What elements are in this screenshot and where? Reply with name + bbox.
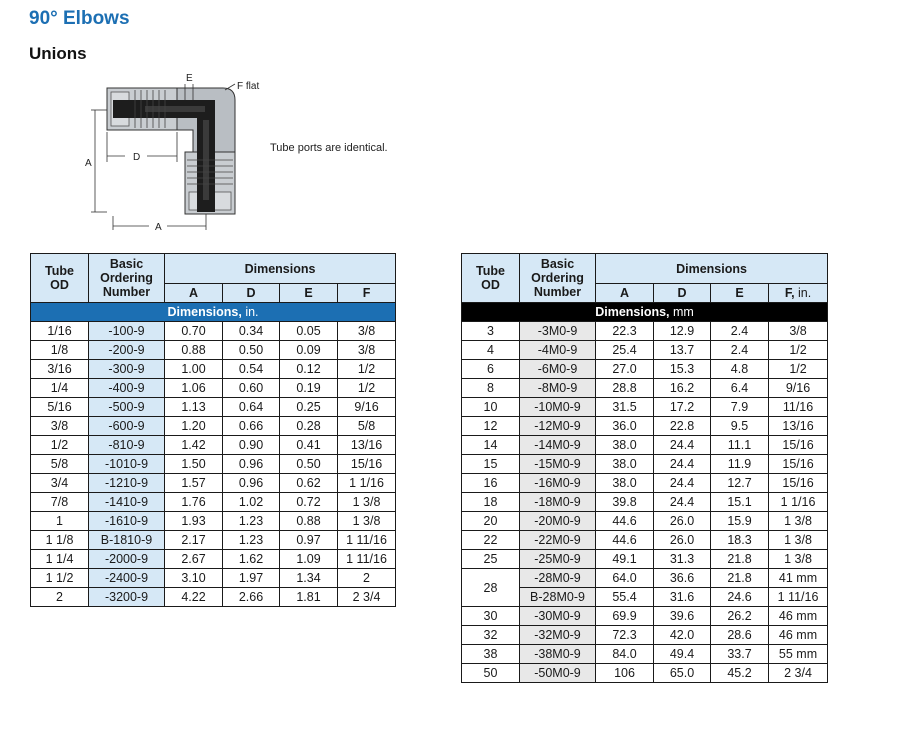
cell-a: 1.50 [165, 455, 223, 474]
cell-num: -50M0-9 [520, 664, 596, 683]
table-row [31, 550, 396, 569]
inch-dimensions-table [30, 253, 396, 607]
cell-num: -2400-9 [89, 569, 165, 588]
cell-a: 2.67 [165, 550, 223, 569]
table-row [462, 379, 828, 398]
units-band [462, 303, 828, 322]
cell-a: 72.3 [596, 626, 654, 645]
cell-od: 1/16 [31, 322, 89, 341]
cell-od: 5/16 [31, 398, 89, 417]
cell-f: 3/8 [338, 341, 396, 360]
cell-num: -500-9 [89, 398, 165, 417]
cell-e: 28.6 [711, 626, 769, 645]
cell-num: -4M0-9 [520, 341, 596, 360]
cell-f: 1 3/8 [769, 531, 828, 550]
cell-d: 24.4 [654, 493, 711, 512]
cell-num: -15M0-9 [520, 455, 596, 474]
table-row [31, 455, 396, 474]
cell-a: 27.0 [596, 360, 654, 379]
cell-od: 6 [462, 360, 520, 379]
cell-a: 25.4 [596, 341, 654, 360]
cell-d: 39.6 [654, 607, 711, 626]
cell-e: 0.28 [280, 417, 338, 436]
cell-a: 1.76 [165, 493, 223, 512]
col-header-dimensions: Dimensions [596, 254, 828, 284]
diagram-label-d: D [133, 152, 141, 163]
cell-d: 22.8 [654, 417, 711, 436]
cell-a: 49.1 [596, 550, 654, 569]
cell-d: 17.2 [654, 398, 711, 417]
cell-e: 0.72 [280, 493, 338, 512]
cell-e: 15.9 [711, 512, 769, 531]
cell-a: 1.13 [165, 398, 223, 417]
cell-od: 20 [462, 512, 520, 531]
cell-num: -3M0-9 [520, 322, 596, 341]
cell-od: 28 [462, 569, 520, 607]
cell-d: 1.23 [223, 512, 280, 531]
cell-od: 5/8 [31, 455, 89, 474]
cell-e: 12.7 [711, 474, 769, 493]
cell-od: 18 [462, 493, 520, 512]
cell-f: 15/16 [338, 455, 396, 474]
cell-e: 11.1 [711, 436, 769, 455]
cell-e: 33.7 [711, 645, 769, 664]
cell-e: 0.41 [280, 436, 338, 455]
cell-od: 3/4 [31, 474, 89, 493]
cell-d: 0.50 [223, 341, 280, 360]
col-header-dimensions: Dimensions [165, 254, 396, 284]
cell-d: 0.60 [223, 379, 280, 398]
cell-d: 1.97 [223, 569, 280, 588]
cell-d: 0.34 [223, 322, 280, 341]
cell-od: 15 [462, 455, 520, 474]
cell-a: 3.10 [165, 569, 223, 588]
cell-num: -12M0-9 [520, 417, 596, 436]
cell-a: 64.0 [596, 569, 654, 588]
table-row [462, 417, 828, 436]
table-row [462, 436, 828, 455]
cell-od: 3/16 [31, 360, 89, 379]
cell-f: 1/2 [769, 341, 828, 360]
table-row [31, 379, 396, 398]
cell-od: 16 [462, 474, 520, 493]
cell-e: 15.1 [711, 493, 769, 512]
cell-e: 2.4 [711, 341, 769, 360]
cell-a: 4.22 [165, 588, 223, 607]
table-row [462, 493, 828, 512]
cell-a: 22.3 [596, 322, 654, 341]
diagram-label-e: E [186, 73, 193, 84]
mm-dimensions-table [461, 253, 828, 683]
cell-f: 1 3/8 [338, 493, 396, 512]
cell-f: 1/2 [769, 360, 828, 379]
cell-f: 2 [338, 569, 396, 588]
table-row [31, 588, 396, 607]
cell-f: 1 11/16 [338, 550, 396, 569]
table-row [31, 436, 396, 455]
cell-od: 32 [462, 626, 520, 645]
col-header-f-unit: in. [798, 286, 812, 300]
cell-a: 2.17 [165, 531, 223, 550]
cell-a: 0.88 [165, 341, 223, 360]
cell-num: -38M0-9 [520, 645, 596, 664]
cell-f: 3/8 [769, 322, 828, 341]
cell-d: 31.3 [654, 550, 711, 569]
cell-e: 26.2 [711, 607, 769, 626]
cell-f: 3/8 [338, 322, 396, 341]
cell-od: 1/4 [31, 379, 89, 398]
cell-e: 24.6 [711, 588, 769, 607]
cell-od: 1 [31, 512, 89, 531]
cell-d: 0.96 [223, 474, 280, 493]
cell-f: 9/16 [769, 379, 828, 398]
cell-num: -300-9 [89, 360, 165, 379]
col-header-a: A [165, 284, 223, 303]
table-row [462, 341, 828, 360]
table-row [462, 322, 828, 341]
cell-a: 31.5 [596, 398, 654, 417]
col-header-ordering-number: Basic Ordering Number [520, 254, 596, 303]
cell-a: 39.8 [596, 493, 654, 512]
cell-f: 1 11/16 [769, 588, 828, 607]
cell-f: 41 mm [769, 569, 828, 588]
cell-f: 15/16 [769, 455, 828, 474]
col-header-e: E [280, 284, 338, 303]
cell-d: 15.3 [654, 360, 711, 379]
cell-e: 21.8 [711, 569, 769, 588]
cell-num: -8M0-9 [520, 379, 596, 398]
cell-num: -400-9 [89, 379, 165, 398]
cell-f: 11/16 [769, 398, 828, 417]
cell-d: 13.7 [654, 341, 711, 360]
cell-f: 5/8 [338, 417, 396, 436]
cell-f: 46 mm [769, 626, 828, 645]
cell-d: 2.66 [223, 588, 280, 607]
cell-f: 1 3/8 [769, 512, 828, 531]
diagram-label-f: F flat [237, 81, 260, 92]
cell-num: -1410-9 [89, 493, 165, 512]
cell-f: 1 1/16 [769, 493, 828, 512]
cell-num: -14M0-9 [520, 436, 596, 455]
table-row [462, 531, 828, 550]
cell-e: 45.2 [711, 664, 769, 683]
col-header-d: D [223, 284, 280, 303]
cell-f: 1 3/8 [769, 550, 828, 569]
cell-a: 36.0 [596, 417, 654, 436]
cell-a: 1.93 [165, 512, 223, 531]
cell-a: 1.20 [165, 417, 223, 436]
cell-od: 14 [462, 436, 520, 455]
cell-num: -32M0-9 [520, 626, 596, 645]
cell-num: -10M0-9 [520, 398, 596, 417]
cell-od: 1/2 [31, 436, 89, 455]
cell-f: 9/16 [338, 398, 396, 417]
cell-e: 0.88 [280, 512, 338, 531]
cell-e: 7.9 [711, 398, 769, 417]
cell-a: 84.0 [596, 645, 654, 664]
cell-d: 1.23 [223, 531, 280, 550]
cell-od: 1 1/4 [31, 550, 89, 569]
col-header-a: A [596, 284, 654, 303]
cell-e: 0.12 [280, 360, 338, 379]
cell-e: 0.05 [280, 322, 338, 341]
table-row [31, 360, 396, 379]
cell-e: 0.25 [280, 398, 338, 417]
units-band-unit: in. [245, 305, 259, 319]
table-row [462, 664, 828, 683]
cell-num: -20M0-9 [520, 512, 596, 531]
cell-d: 31.6 [654, 588, 711, 607]
cell-num: -1010-9 [89, 455, 165, 474]
table-row [462, 607, 828, 626]
cell-od: 3 [462, 322, 520, 341]
table-row [462, 569, 828, 588]
cell-e: 0.62 [280, 474, 338, 493]
cell-f: 1 1/16 [338, 474, 396, 493]
cell-a: 1.57 [165, 474, 223, 493]
cell-f: 13/16 [769, 417, 828, 436]
cell-num: -30M0-9 [520, 607, 596, 626]
cell-a: 1.00 [165, 360, 223, 379]
cell-e: 0.50 [280, 455, 338, 474]
table-row [31, 569, 396, 588]
cell-d: 0.90 [223, 436, 280, 455]
col-header-ordering-number: Basic Ordering Number [89, 254, 165, 303]
table-row [31, 493, 396, 512]
cell-od: 1 1/2 [31, 569, 89, 588]
cell-a: 38.0 [596, 474, 654, 493]
cell-od: 50 [462, 664, 520, 683]
cell-od: 22 [462, 531, 520, 550]
col-header-e: E [711, 284, 769, 303]
cell-num: -25M0-9 [520, 550, 596, 569]
units-band [31, 303, 396, 322]
tube-ports-note: Tube ports are identical. [270, 142, 388, 154]
cell-d: 16.2 [654, 379, 711, 398]
cell-e: 21.8 [711, 550, 769, 569]
cell-d: 0.96 [223, 455, 280, 474]
cell-f: 55 mm [769, 645, 828, 664]
cell-e: 1.34 [280, 569, 338, 588]
table-row [31, 398, 396, 417]
cell-e: 11.9 [711, 455, 769, 474]
table-row [462, 455, 828, 474]
cell-num: -200-9 [89, 341, 165, 360]
col-header-f [769, 284, 828, 303]
table-row [31, 322, 396, 341]
cell-d: 24.4 [654, 436, 711, 455]
cell-od: 3/8 [31, 417, 89, 436]
col-header-tube-od: Tube OD [31, 254, 89, 303]
cell-num: -600-9 [89, 417, 165, 436]
cell-a: 69.9 [596, 607, 654, 626]
table-row [462, 474, 828, 493]
cell-num: -18M0-9 [520, 493, 596, 512]
cell-num: B-1810-9 [89, 531, 165, 550]
cell-od: 1/8 [31, 341, 89, 360]
cell-f: 2 3/4 [769, 664, 828, 683]
cell-d: 0.64 [223, 398, 280, 417]
cell-od: 12 [462, 417, 520, 436]
cell-num: -28M0-9 [520, 569, 596, 588]
cell-d: 49.4 [654, 645, 711, 664]
cell-num: -1210-9 [89, 474, 165, 493]
cell-od: 10 [462, 398, 520, 417]
cell-d: 36.6 [654, 569, 711, 588]
table-row [31, 512, 396, 531]
cell-e: 0.09 [280, 341, 338, 360]
cell-num: -1610-9 [89, 512, 165, 531]
col-header-f: F [338, 284, 396, 303]
table-row [462, 360, 828, 379]
units-band-label: Dimensions, [595, 305, 670, 319]
cell-f: 1 11/16 [338, 531, 396, 550]
cell-e: 0.19 [280, 379, 338, 398]
cell-od: 2 [31, 588, 89, 607]
cell-od: 30 [462, 607, 520, 626]
section-subtitle: Unions [29, 44, 87, 63]
cell-num: -6M0-9 [520, 360, 596, 379]
cell-e: 0.97 [280, 531, 338, 550]
cell-e: 1.81 [280, 588, 338, 607]
cell-a: 106 [596, 664, 654, 683]
col-header-d: D [654, 284, 711, 303]
units-band-label: Dimensions, [167, 305, 242, 319]
cell-od: 25 [462, 550, 520, 569]
table-row [31, 474, 396, 493]
diagram-label-a-vertical: A [85, 158, 92, 169]
cell-f: 46 mm [769, 607, 828, 626]
cell-f: 2 3/4 [338, 588, 396, 607]
union-elbow-cross-section-icon [85, 70, 270, 235]
cell-d: 24.4 [654, 455, 711, 474]
table-row [462, 550, 828, 569]
table-row [462, 626, 828, 645]
cell-e: 1.09 [280, 550, 338, 569]
table-row [462, 512, 828, 531]
cell-d: 0.54 [223, 360, 280, 379]
page-title: 90° Elbows [29, 8, 130, 29]
cell-a: 1.06 [165, 379, 223, 398]
cell-num: -2000-9 [89, 550, 165, 569]
cell-a: 44.6 [596, 512, 654, 531]
cell-e: 4.8 [711, 360, 769, 379]
cell-d: 1.02 [223, 493, 280, 512]
cell-a: 1.42 [165, 436, 223, 455]
col-header-f-label: F, [784, 286, 795, 300]
cell-f: 1/2 [338, 360, 396, 379]
cell-num: -16M0-9 [520, 474, 596, 493]
cell-num: B-28M0-9 [520, 588, 596, 607]
table-row [31, 341, 396, 360]
cell-f: 15/16 [769, 474, 828, 493]
cell-e: 6.4 [711, 379, 769, 398]
cell-d: 26.0 [654, 512, 711, 531]
cell-od: 1 1/8 [31, 531, 89, 550]
col-header-tube-od: Tube OD [462, 254, 520, 303]
cell-a: 55.4 [596, 588, 654, 607]
units-band-unit: mm [673, 305, 694, 319]
cell-od: 7/8 [31, 493, 89, 512]
cell-d: 1.62 [223, 550, 280, 569]
cell-od: 38 [462, 645, 520, 664]
table-row [462, 645, 828, 664]
cell-f: 1 3/8 [338, 512, 396, 531]
cell-a: 28.8 [596, 379, 654, 398]
cell-e: 9.5 [711, 417, 769, 436]
cell-d: 0.66 [223, 417, 280, 436]
cell-f: 13/16 [338, 436, 396, 455]
table-row [31, 417, 396, 436]
cell-od: 4 [462, 341, 520, 360]
cell-f: 1/2 [338, 379, 396, 398]
cell-a: 38.0 [596, 436, 654, 455]
cell-d: 24.4 [654, 474, 711, 493]
diagram-label-a-horizontal: A [155, 222, 162, 233]
cell-a: 0.70 [165, 322, 223, 341]
table-row [31, 531, 396, 550]
cell-num: -22M0-9 [520, 531, 596, 550]
cell-d: 42.0 [654, 626, 711, 645]
cell-a: 38.0 [596, 455, 654, 474]
cell-num: -810-9 [89, 436, 165, 455]
cell-od: 8 [462, 379, 520, 398]
cell-f: 15/16 [769, 436, 828, 455]
cell-num: -3200-9 [89, 588, 165, 607]
cell-e: 2.4 [711, 322, 769, 341]
cell-d: 12.9 [654, 322, 711, 341]
cell-a: 44.6 [596, 531, 654, 550]
cell-e: 18.3 [711, 531, 769, 550]
cell-d: 26.0 [654, 531, 711, 550]
cell-d: 65.0 [654, 664, 711, 683]
table-row [462, 398, 828, 417]
cell-num: -100-9 [89, 322, 165, 341]
